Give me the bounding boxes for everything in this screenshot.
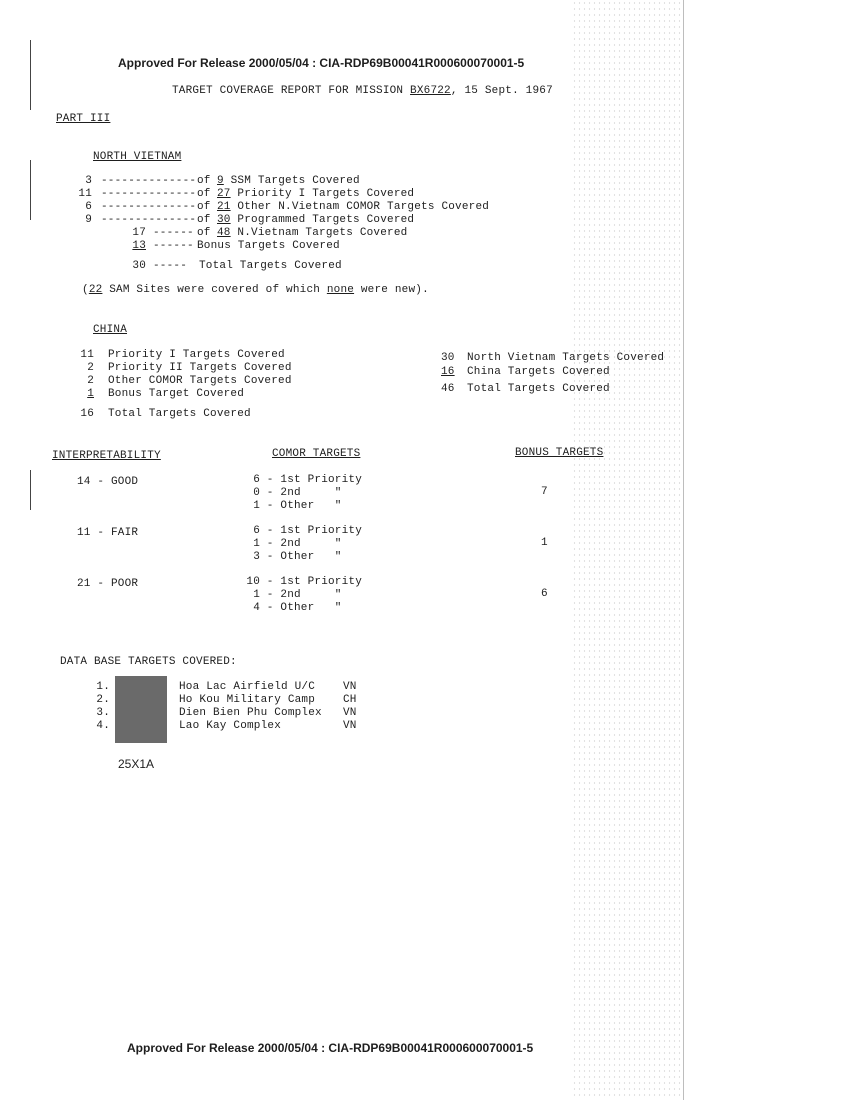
scan-noise	[572, 0, 682, 1100]
sam-none: none	[326, 284, 355, 296]
nv-grand-total: 30	[132, 260, 146, 272]
nv-of: of	[197, 214, 211, 226]
nv-total-covered	[217, 188, 414, 200]
comor-label: - 1st Priority	[260, 576, 363, 588]
title-suffix: , 15 Sept. 1967	[450, 85, 553, 97]
china-total-count: 16	[80, 408, 94, 420]
comor-count: 6	[253, 474, 260, 486]
comor-label: - 2nd "	[260, 589, 342, 601]
nv-dashes: --------------	[101, 201, 197, 213]
nv-dashes: --------------	[101, 188, 197, 200]
sam-end: were new).	[354, 284, 429, 296]
nv-total-covered	[217, 214, 414, 226]
bonus-targets-header: BONUS TARGETS	[515, 447, 604, 459]
china-label: Bonus Target Covered	[108, 388, 245, 400]
china-label: Other COMOR Targets Covered	[108, 375, 292, 387]
china-heading: CHINA	[93, 324, 128, 336]
database-item-country: VN	[343, 681, 357, 693]
comor-count: 1	[253, 589, 260, 601]
database-item-number: 1.	[96, 681, 110, 693]
comor-label: - Other "	[260, 551, 342, 563]
comor-count: 3	[253, 551, 260, 563]
nv-total-covered	[217, 175, 360, 187]
title-mission: BX6722	[410, 85, 451, 97]
left-margin-mark	[30, 470, 31, 510]
nv-dashes: ------	[153, 227, 194, 239]
summary-total-count: 46	[441, 383, 455, 395]
comor-label: - 1st Priority	[260, 525, 363, 537]
bonus-count: 7	[541, 486, 548, 498]
china-total-label: Total Targets Covered	[108, 408, 251, 420]
left-margin-mark	[30, 160, 31, 220]
nv-count: 9	[85, 214, 92, 226]
redaction-code: 25X1A	[118, 757, 155, 771]
sam-count: 22	[88, 284, 103, 296]
nv-total: 48	[217, 227, 231, 239]
nv-label: Programmed Targets Covered	[230, 214, 415, 226]
nv-count: 11	[78, 188, 92, 200]
release-header: Approved For Release 2000/05/04 : CIA-RDP69B00041R000600070001-5	[118, 56, 525, 70]
nv-total-covered	[217, 227, 407, 239]
nv-count: 6	[85, 201, 92, 213]
database-item-name: Ho Kou Military Camp	[179, 694, 316, 706]
sam-mid: SAM Sites were covered of which	[102, 284, 327, 296]
nv-of: of	[197, 188, 211, 200]
china-count: 2	[87, 375, 94, 387]
nv-total: 30	[217, 214, 231, 226]
nv-label: SSM Targets Covered	[223, 175, 360, 187]
nv-bonus-dashes: ------	[153, 240, 194, 252]
china-label: Priority I Targets Covered	[108, 349, 285, 361]
nv-of: of	[197, 201, 211, 213]
nv-total: 27	[217, 188, 231, 200]
comor-count: 0	[253, 487, 260, 499]
nv-label: Priority I Targets Covered	[230, 188, 415, 200]
comor-count: 1	[253, 538, 260, 550]
summary-count: 30	[441, 352, 455, 364]
china-count: 2	[87, 362, 94, 374]
database-item-name: Hoa Lac Airfield U/C	[179, 681, 316, 693]
comor-label: - 2nd "	[260, 487, 342, 499]
sam-open: (	[82, 284, 89, 296]
comor-label: - 2nd "	[260, 538, 342, 550]
nv-of: of	[197, 175, 211, 187]
bonus-count: 6	[541, 588, 548, 600]
database-item-country: VN	[343, 707, 357, 719]
comor-label: - Other "	[260, 500, 342, 512]
nv-label: Other N.Vietnam COMOR Targets Covered	[230, 201, 490, 213]
china-label: Priority II Targets Covered	[108, 362, 292, 374]
page-edge	[683, 0, 684, 1100]
report-title	[172, 85, 553, 97]
database-heading: DATA BASE TARGETS COVERED:	[60, 656, 237, 668]
database-item-name: Dien Bien Phu Complex	[179, 707, 322, 719]
part-label: PART III	[56, 113, 111, 125]
rating-poor: 21 - POOR	[77, 578, 139, 590]
summary-count: 16	[441, 366, 455, 378]
sam-note	[82, 284, 429, 296]
title-prefix: TARGET COVERAGE REPORT FOR MISSION	[172, 85, 411, 97]
summary-label: China Targets Covered	[467, 366, 610, 378]
rating-good: 14 - GOOD	[77, 476, 139, 488]
comor-targets-header: COMOR TARGETS	[272, 448, 361, 460]
redaction-block	[115, 676, 167, 743]
nv-of: of	[197, 227, 211, 239]
nv-total-dashes: -----	[153, 260, 188, 272]
comor-count: 6	[253, 525, 260, 537]
database-item-number: 3.	[96, 707, 110, 719]
rating-fair: 11 - FAIR	[77, 527, 139, 539]
comor-label: - 1st Priority	[260, 474, 363, 486]
summary-total-label: Total Targets Covered	[467, 383, 610, 395]
north-vietnam-heading: NORTH VIETNAM	[93, 151, 182, 163]
nv-bonus-label: Bonus Targets Covered	[197, 240, 340, 252]
nv-total: 21	[217, 201, 231, 213]
database-item-country: CH	[343, 694, 357, 706]
nv-total-covered	[217, 201, 489, 213]
release-footer: Approved For Release 2000/05/04 : CIA-RDP69B00041R000600070001-5	[127, 1041, 534, 1055]
bonus-count: 1	[541, 537, 548, 549]
database-item-country: VN	[343, 720, 357, 732]
nv-dashes: --------------	[101, 214, 197, 226]
interpretability-header: INTERPRETABILITY	[52, 450, 161, 462]
database-item-name: Lao Kay Complex	[179, 720, 282, 732]
left-margin-mark	[30, 40, 31, 110]
comor-count: 1	[253, 500, 260, 512]
nv-count: 3	[85, 175, 92, 187]
database-item-number: 2.	[96, 694, 110, 706]
nv-label: N.Vietnam Targets Covered	[230, 227, 408, 239]
nv-total-label: Total Targets Covered	[199, 260, 342, 272]
comor-count: 4	[253, 602, 260, 614]
comor-label: - Other "	[260, 602, 342, 614]
nv-bonus-count: 13	[132, 240, 146, 252]
china-count: 11	[80, 349, 94, 361]
nv-dashes: --------------	[101, 175, 197, 187]
database-item-number: 4.	[96, 720, 110, 732]
comor-count: 10	[246, 576, 260, 588]
summary-label: North Vietnam Targets Covered	[467, 352, 665, 364]
china-count: 1	[87, 388, 94, 400]
nv-total: 9	[217, 175, 224, 187]
nv-count: 17	[132, 227, 146, 239]
